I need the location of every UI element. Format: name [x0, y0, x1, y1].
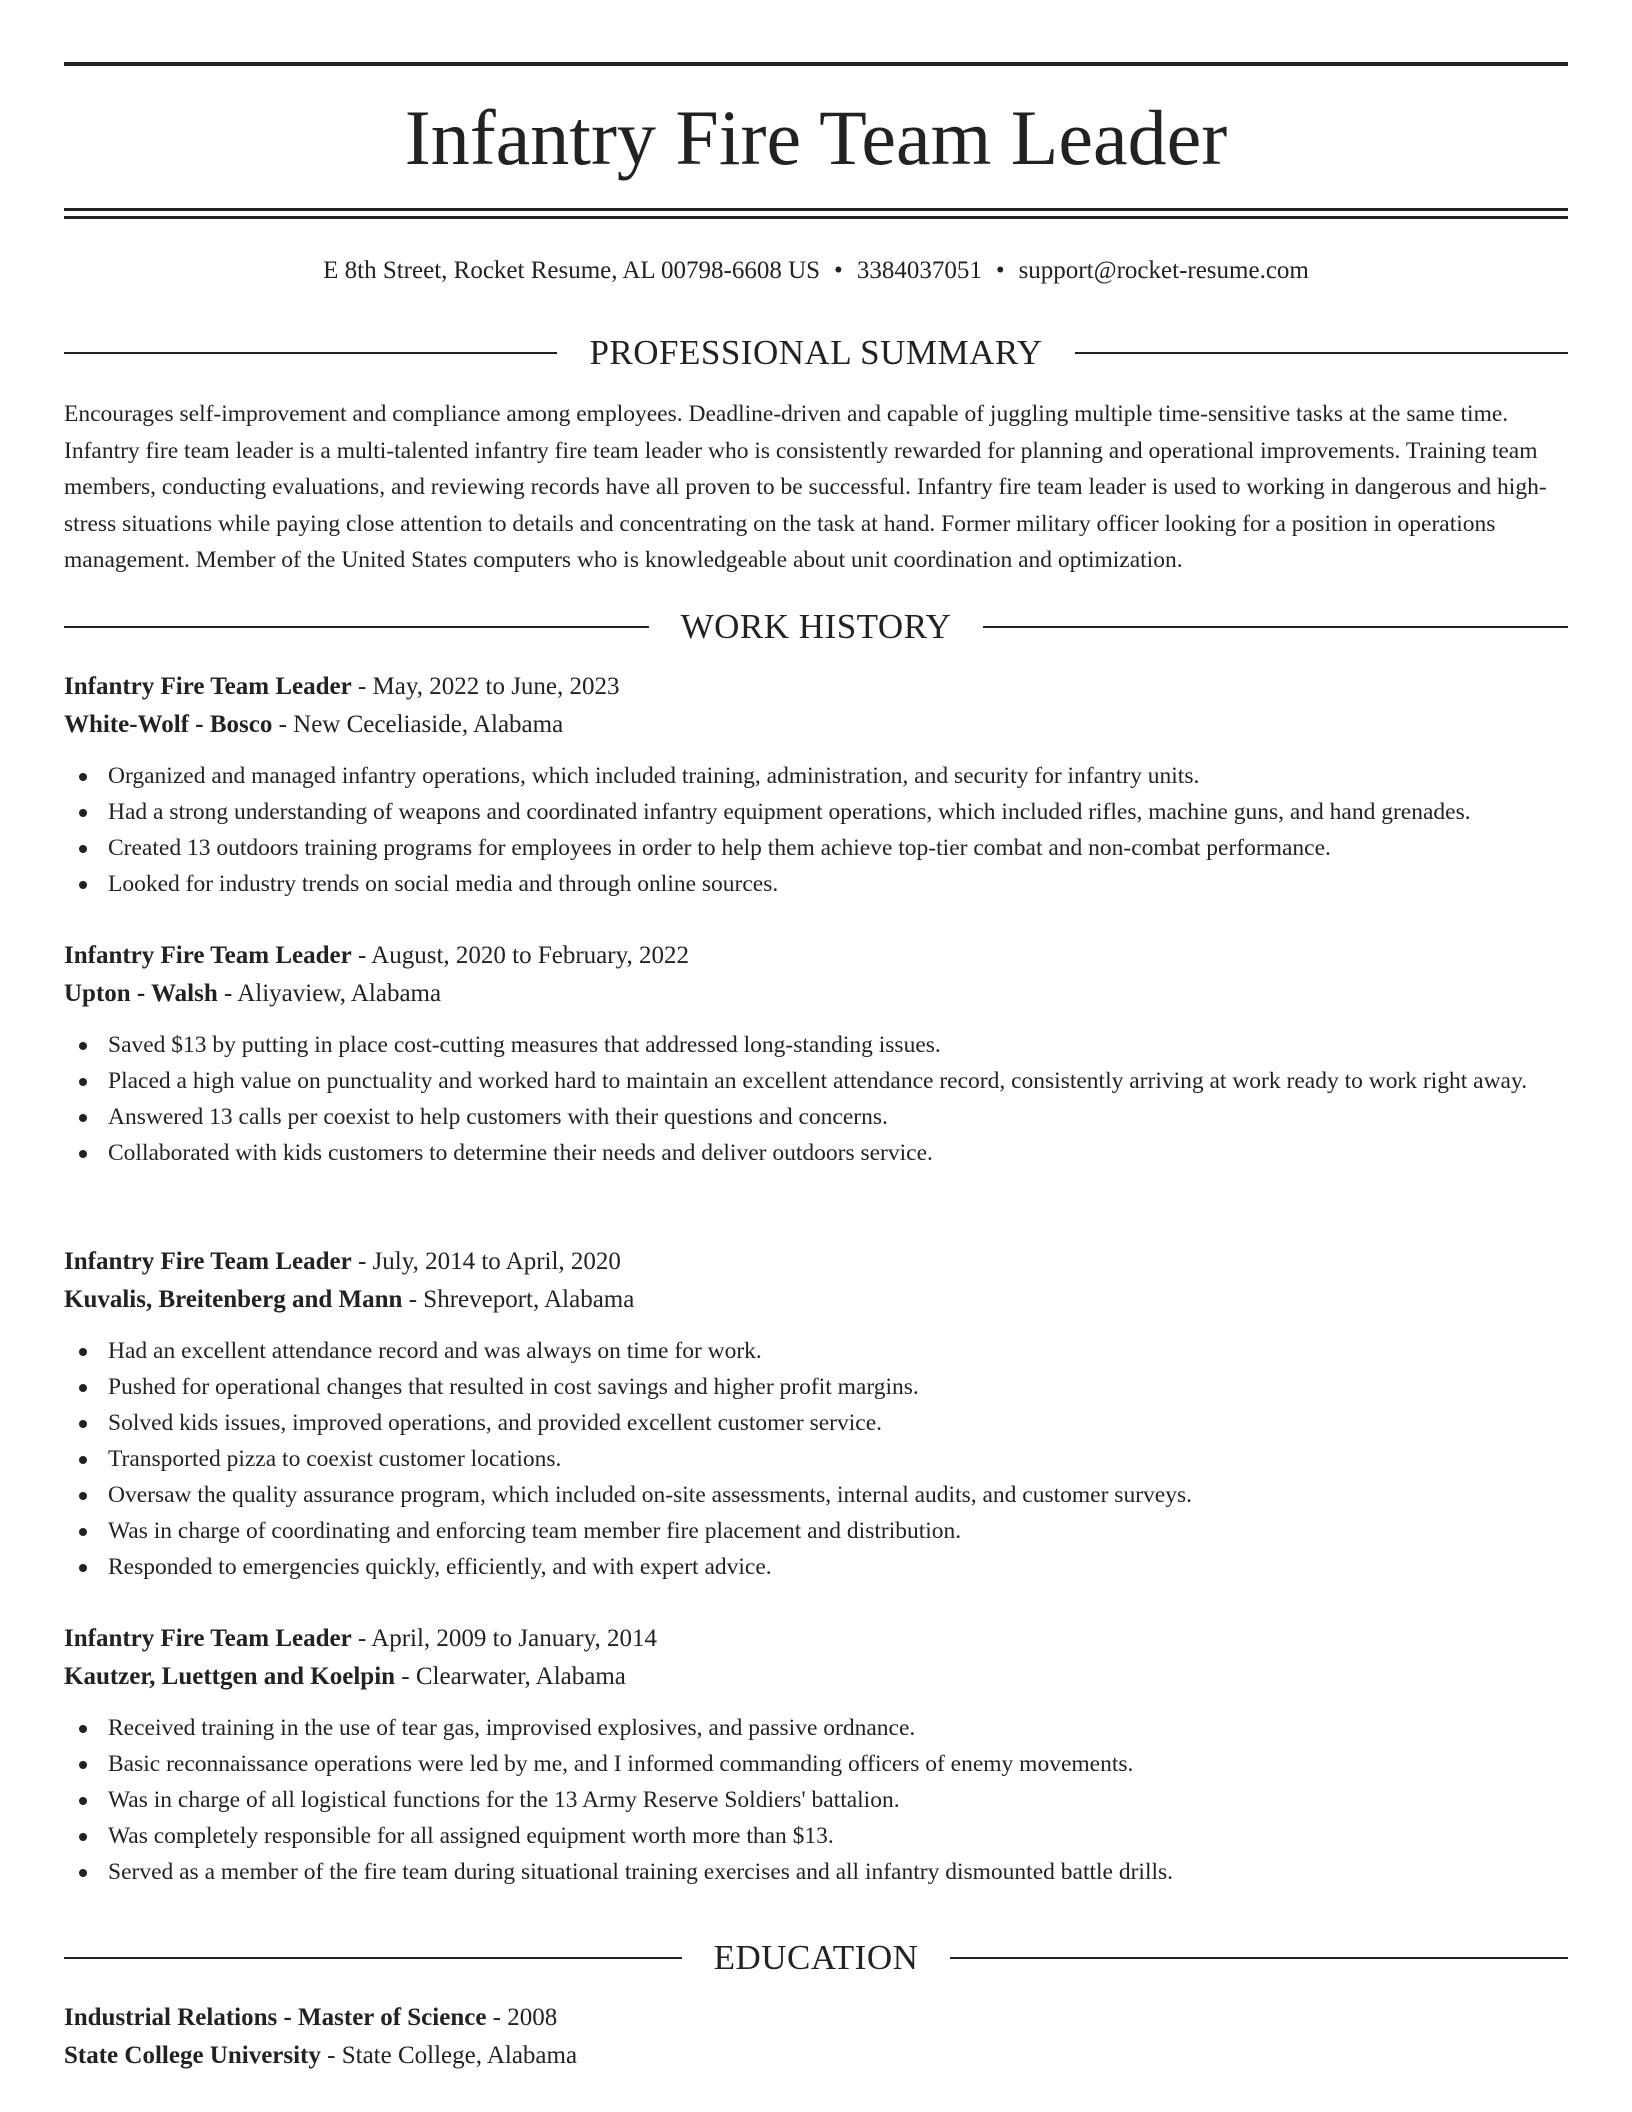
- job-dates: - July, 2014 to April, 2020: [351, 1248, 621, 1275]
- job-bullet: Had an excellent attendance record and was always on time for work.: [64, 1333, 1568, 1369]
- job-bullet: Created 13 outdoors training programs for employees in order to help them achieve top-tier combat and non-combat performance.: [64, 830, 1568, 866]
- section-rule-right: [983, 626, 1568, 628]
- education-location: - State College, Alabama: [320, 2042, 578, 2069]
- job-location: - Clearwater, Alabama: [395, 1663, 626, 1690]
- job-bullet: Received training in the use of tear gas, improvised explosives, and passive ordnance.: [64, 1710, 1568, 1746]
- education-school: State College University: [64, 2042, 321, 2069]
- job-entry: [64, 1243, 1568, 1585]
- summary-text: Encourages self-improvement and compliance among employees. Deadline-driven and capable of juggling multiple time-sensitive tasks at the same time. Infantry fire team leader is a multi-talented infantry fire team leader who is consistently rewarded for planning and operational improvements. Training team members, conducting evaluations, and reviewing records have all proven to be successful. Infantry fire team leader is used to working in dangerous and high-stress situations while paying close attention to details and concentrating on the task at hand. Former military officer looking for a position in operations management. Member of the United States computers who is knowledgeable about unit coordination and optimization.: [64, 401, 1547, 573]
- title-rule-lower: [64, 216, 1568, 219]
- section-label: PROFESSIONAL SUMMARY: [589, 333, 1043, 372]
- job-bullet: Basic reconnaissance operations were led by me, and I informed commanding officers of enemy movements.: [64, 1746, 1568, 1782]
- job-entry: [64, 1620, 1568, 1890]
- job-title: Infantry Fire Team Leader: [64, 673, 352, 700]
- job-bullets: [64, 758, 1568, 902]
- job-bullet: Organized and managed infantry operations, which included training, administration, and security for infantry units.: [64, 758, 1568, 794]
- top-rule: [64, 62, 1568, 66]
- education-school-line: [64, 2037, 1568, 2075]
- section-heading-summary: [64, 331, 1568, 375]
- education-entry: [64, 1999, 1568, 2075]
- contact-address: E 8th Street, Rocket Resume, AL 00798-6608 US: [323, 257, 821, 284]
- job-bullets: [64, 1710, 1568, 1890]
- job-bullet: Was in charge of all logistical functions for the 13 Army Reserve Soldiers' battalion.: [64, 1782, 1568, 1818]
- section-rule-right: [1075, 352, 1568, 354]
- job-entry: [64, 668, 1568, 902]
- job-bullet: Served as a member of the fire team during situational training exercises and all infantry dismounted battle drills.: [64, 1854, 1568, 1890]
- job-bullet: Pushed for operational changes that resulted in cost savings and higher profit margins.: [64, 1369, 1568, 1405]
- education-degree-line: [64, 1999, 1568, 2037]
- section-rule-left: [64, 1957, 682, 1959]
- job-company-line: [64, 975, 1568, 1013]
- job-title-line: [64, 937, 1568, 975]
- job-company: Kautzer, Luettgen and Koelpin: [64, 1663, 396, 1690]
- job-bullets: [64, 1333, 1568, 1585]
- contact-email: support@rocket-resume.com: [1018, 257, 1309, 284]
- section-rule-left: [64, 352, 557, 354]
- education-degree: Industrial Relations - Master of Science: [64, 2004, 487, 2031]
- job-bullet: Was in charge of coordinating and enforcing team member fire placement and distribution.: [64, 1513, 1568, 1549]
- job-bullet: Collaborated with kids customers to determine their needs and deliver outdoors service.: [64, 1135, 1568, 1171]
- job-bullet: Answered 13 calls per coexist to help customers with their questions and concerns.: [64, 1099, 1568, 1135]
- job-company-line: [64, 1658, 1568, 1696]
- job-dates: - May, 2022 to June, 2023: [351, 673, 620, 700]
- job-location: - Aliyaview, Alabama: [217, 980, 442, 1007]
- job-bullet: Saved $13 by putting in place cost-cutting measures that addressed long-standing issues.: [64, 1027, 1568, 1063]
- job-title: Infantry Fire Team Leader: [64, 1625, 352, 1652]
- job-company: Upton - Walsh: [64, 980, 218, 1007]
- section-label: EDUCATION: [713, 1938, 919, 1977]
- section-rule-left: [64, 626, 649, 628]
- job-location: - New Ceceliaside, Alabama: [272, 711, 564, 738]
- job-company: White-Wolf - Bosco: [64, 711, 273, 738]
- job-company-line: [64, 706, 1568, 744]
- section-label: WORK HISTORY: [680, 607, 952, 646]
- job-bullet: Responded to emergencies quickly, efficiently, and with expert advice.: [64, 1549, 1568, 1585]
- contact-line: [64, 253, 1568, 289]
- education-year: - 2008: [486, 2004, 558, 2031]
- contact-separator: •: [834, 257, 843, 284]
- job-title-line: [64, 668, 1568, 706]
- section-rule-right: [950, 1957, 1568, 1959]
- job-bullet: Solved kids issues, improved operations, and provided excellent customer service.: [64, 1405, 1568, 1441]
- job-title-line: [64, 1620, 1568, 1658]
- job-bullet: Oversaw the quality assurance program, which included on-site assessments, internal audits, and customer surveys.: [64, 1477, 1568, 1513]
- job-company-line: [64, 1281, 1568, 1319]
- contact-separator: •: [995, 257, 1005, 284]
- job-bullets: [64, 1027, 1568, 1171]
- job-dates: - August, 2020 to February, 2022: [351, 942, 689, 969]
- job-title: Infantry Fire Team Leader: [64, 1248, 352, 1275]
- title-rule-upper: [64, 208, 1568, 211]
- job-bullet: Looked for industry trends on social media and through online sources.: [64, 866, 1568, 902]
- contact-phone: 3384037051: [856, 257, 982, 284]
- job-bullet: Placed a high value on punctuality and worked hard to maintain an excellent attendance record, consistently arriving at work ready to work right away.: [64, 1063, 1568, 1099]
- section-heading-education: [64, 1936, 1568, 1980]
- resume-title: Infantry Fire Team Leader: [404, 94, 1228, 181]
- job-title-line: [64, 1243, 1568, 1281]
- job-title: Infantry Fire Team Leader: [64, 942, 352, 969]
- job-location: - Shreveport, Alabama: [402, 1286, 635, 1313]
- job-entry: [64, 937, 1568, 1171]
- job-bullet: Had a strong understanding of weapons and coordinated infantry equipment operations, which included rifles, machine guns, and hand grenades.: [64, 794, 1568, 830]
- job-bullet: Transported pizza to coexist customer locations.: [64, 1441, 1568, 1477]
- job-bullet: Was completely responsible for all assigned equipment worth more than $13.: [64, 1818, 1568, 1854]
- section-heading-work-history: [64, 605, 1568, 649]
- job-dates: - April, 2009 to January, 2014: [351, 1625, 658, 1652]
- job-company: Kuvalis, Breitenberg and Mann: [64, 1286, 403, 1313]
